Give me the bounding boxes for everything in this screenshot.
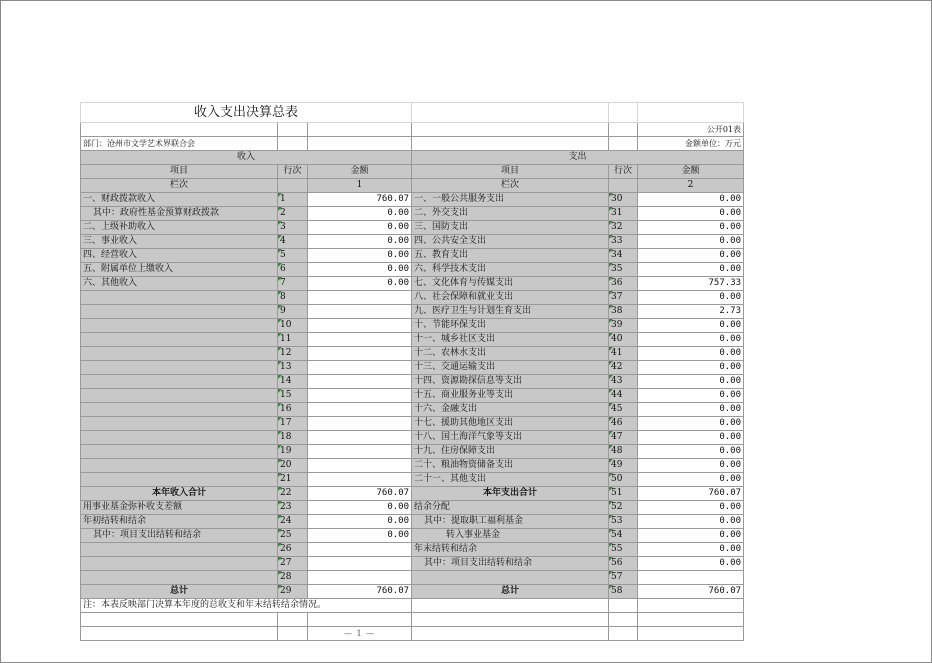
income-amount: 0.00 (308, 235, 412, 249)
expense-line-no: 42 (609, 361, 638, 375)
income-line-no: 26 (278, 543, 308, 557)
income-amount (308, 473, 412, 487)
expense-amount: 0.00 (638, 221, 744, 235)
income-item: 其中：项目支出结转和结余 (81, 529, 278, 543)
income-item (81, 389, 278, 403)
expense-line-no: 46 (609, 417, 638, 431)
report-sheet (80, 102, 743, 641)
income-line-no: 14 (278, 375, 308, 389)
table-row (81, 333, 744, 347)
table-row (81, 305, 744, 319)
expense-line-no: 47 (609, 431, 638, 445)
expense-item: 三、国防支出 (412, 221, 609, 235)
expense-amount-header: 金额 (638, 165, 744, 179)
income-amount: 0.00 (308, 249, 412, 263)
income-item (81, 557, 278, 571)
expense-amount: 0.00 (638, 459, 744, 473)
expense-item: 十五、商业服务业等支出 (412, 389, 609, 403)
income-line-no: 20 (278, 459, 308, 473)
expense-line-no: 38 (609, 305, 638, 319)
income-amount-header: 金额 (308, 165, 412, 179)
expense-grand-total-label: 总计 (412, 585, 609, 599)
income-item: 用事业基金弥补收支差额 (81, 501, 278, 515)
expense-line-no: 43 (609, 375, 638, 389)
income-line-no: 6 (278, 263, 308, 277)
expense-total-line: 51 (609, 487, 638, 501)
income-line-no: 17 (278, 417, 308, 431)
income-amount (308, 305, 412, 319)
expense-amount: 0.00 (638, 193, 744, 207)
income-item (81, 459, 278, 473)
expense-item-header: 项目 (412, 165, 609, 179)
expense-amount: 2.73 (638, 305, 744, 319)
income-amount (308, 543, 412, 557)
expense-amount: 0.00 (638, 473, 744, 487)
income-line-no: 24 (278, 515, 308, 529)
expense-grand-total-line: 58 (609, 585, 638, 599)
expense-amount: 0.00 (638, 445, 744, 459)
income-line-no: 4 (278, 235, 308, 249)
income-item (81, 333, 278, 347)
form-code: 公开01表 (638, 123, 744, 137)
income-item (81, 403, 278, 417)
expense-line-no: 52 (609, 501, 638, 515)
expense-item: 十一、城乡社区支出 (412, 333, 609, 347)
income-item (81, 571, 278, 585)
expense-item: 二十一、其他支出 (412, 473, 609, 487)
income-item: 六、其他收入 (81, 277, 278, 291)
income-item: 二、上级补助收入 (81, 221, 278, 235)
income-item: 年初结转和结余 (81, 515, 278, 529)
expense-item: 十六、金融支出 (412, 403, 609, 417)
income-amount: 0.00 (308, 515, 412, 529)
income-line-no: 12 (278, 347, 308, 361)
income-amount (308, 291, 412, 305)
expense-amount: 757.33 (638, 277, 744, 291)
income-amount (308, 417, 412, 431)
expense-line-no: 37 (609, 291, 638, 305)
income-item: 四、经营收入 (81, 249, 278, 263)
table-row (81, 291, 744, 305)
income-item: 三、事业收入 (81, 235, 278, 249)
expense-line-no: 44 (609, 389, 638, 403)
expense-item: 九、医疗卫生与计划生育支出 (412, 305, 609, 319)
expense-item: 六、科学技术支出 (412, 263, 609, 277)
expense-line-no: 39 (609, 319, 638, 333)
income-line-no: 10 (278, 319, 308, 333)
income-line-no: 13 (278, 361, 308, 375)
expense-line-no: 45 (609, 403, 638, 417)
expense-item: 结余分配 (412, 501, 609, 515)
income-line-no: 11 (278, 333, 308, 347)
expense-line-header: 行次 (609, 165, 638, 179)
income-line-no: 16 (278, 403, 308, 417)
income-amount (308, 571, 412, 585)
expense-amount: 0.00 (638, 235, 744, 249)
income-line-no: 8 (278, 291, 308, 305)
expense-item: 五、教育支出 (412, 249, 609, 263)
expense-item: 一、一般公共服务支出 (412, 193, 609, 207)
income-amount (308, 431, 412, 445)
income-item (81, 473, 278, 487)
expense-item: 其中：项目支出结转和结余 (412, 557, 609, 571)
income-line-no: 28 (278, 571, 308, 585)
table-row (81, 375, 744, 389)
expense-item: 转入事业基金 (412, 529, 609, 543)
expense-line-no: 41 (609, 347, 638, 361)
income-amount (308, 557, 412, 571)
income-item-header: 项目 (81, 165, 278, 179)
income-item (81, 417, 278, 431)
income-item: 一、财政拨款收入 (81, 193, 278, 207)
expense-amount: 0.00 (638, 347, 744, 361)
expense-amount: 0.00 (638, 543, 744, 557)
income-amount: 0.00 (308, 263, 412, 277)
table-row (81, 221, 744, 235)
expense-amount: 0.00 (638, 529, 744, 543)
expense-amount: 0.00 (638, 291, 744, 305)
income-header: 收入 (81, 151, 412, 165)
expense-amount (638, 571, 744, 585)
income-amount: 0.00 (308, 501, 412, 515)
table-row (81, 403, 744, 417)
expense-header: 支出 (412, 151, 744, 165)
table-row (81, 543, 744, 557)
expense-line-no: 48 (609, 445, 638, 459)
expense-amount: 0.00 (638, 333, 744, 347)
expense-amount: 0.00 (638, 501, 744, 515)
table-row (81, 277, 744, 291)
expense-line-no: 57 (609, 571, 638, 585)
expense-amount: 0.00 (638, 417, 744, 431)
table-row (81, 249, 744, 263)
income-item: 其中：政府性基金预算财政拨款 (81, 207, 278, 221)
expense-line-no: 30 (609, 193, 638, 207)
table-row (81, 361, 744, 375)
expense-amount: 0.00 (638, 361, 744, 375)
income-expense-table (80, 102, 744, 641)
table-row (81, 235, 744, 249)
expense-amount: 0.00 (638, 249, 744, 263)
income-amount (308, 347, 412, 361)
income-line-no: 19 (278, 445, 308, 459)
income-item: 五、附属单位上缴收入 (81, 263, 278, 277)
income-item (81, 431, 278, 445)
table-row (81, 319, 744, 333)
income-line-no: 5 (278, 249, 308, 263)
income-amount: 0.00 (308, 529, 412, 543)
table-row (81, 571, 744, 585)
table-row (81, 431, 744, 445)
income-amount (308, 319, 412, 333)
income-index-number: 1 (308, 179, 412, 193)
income-item (81, 361, 278, 375)
amount-unit: 金额单位：万元 (638, 137, 744, 151)
expense-item: 四、公共安全支出 (412, 235, 609, 249)
income-line-no: 27 (278, 557, 308, 571)
table-row (81, 207, 744, 221)
income-amount (308, 375, 412, 389)
income-line-no: 21 (278, 473, 308, 487)
income-amount (308, 403, 412, 417)
income-item (81, 347, 278, 361)
expense-line-no: 32 (609, 221, 638, 235)
income-grand-total-label: 总计 (81, 585, 278, 599)
expense-item: 十、节能环保支出 (412, 319, 609, 333)
table-row (81, 445, 744, 459)
expense-line-no: 50 (609, 473, 638, 487)
expense-amount: 0.00 (638, 319, 744, 333)
expense-item: 八、社会保障和就业支出 (412, 291, 609, 305)
income-index-label: 栏次 (81, 179, 278, 193)
expense-item: 二十、粮油物资储备支出 (412, 459, 609, 473)
expense-line-no: 40 (609, 333, 638, 347)
expense-item: 十八、国土海洋气象等支出 (412, 431, 609, 445)
expense-index-label: 栏次 (412, 179, 609, 193)
expense-line-no: 55 (609, 543, 638, 557)
expense-amount: 0.00 (638, 375, 744, 389)
income-grand-total-amount: 760.07 (308, 585, 412, 599)
department-label: 部门：沧州市文学艺术界联合会 (81, 137, 278, 151)
expense-index-number: 2 (638, 179, 744, 193)
table-row (81, 347, 744, 361)
income-line-no: 18 (278, 431, 308, 445)
expense-line-no: 53 (609, 515, 638, 529)
table-row (81, 389, 744, 403)
income-amount (308, 445, 412, 459)
expense-line-no: 36 (609, 277, 638, 291)
expense-grand-total-amount: 760.07 (638, 585, 744, 599)
income-grand-total-line: 29 (278, 585, 308, 599)
expense-item: 十七、援助其他地区支出 (412, 417, 609, 431)
income-line-no: 23 (278, 501, 308, 515)
income-line-header: 行次 (278, 165, 308, 179)
expense-amount: 0.00 (638, 389, 744, 403)
income-item (81, 291, 278, 305)
income-amount (308, 459, 412, 473)
page-number: — 1 — (308, 627, 412, 641)
expense-item: 十二、农林水支出 (412, 347, 609, 361)
income-line-no: 2 (278, 207, 308, 221)
income-amount: 0.00 (308, 221, 412, 235)
expense-item: 二、外交支出 (412, 207, 609, 221)
income-item (81, 319, 278, 333)
expense-item: 年末结转和结余 (412, 543, 609, 557)
page-title: 收入支出决算总表 (81, 103, 412, 123)
expense-amount: 0.00 (638, 263, 744, 277)
table-row (81, 473, 744, 487)
income-amount: 760.07 (308, 193, 412, 207)
income-line-no: 3 (278, 221, 308, 235)
expense-amount: 0.00 (638, 557, 744, 571)
expense-item: 其中：提取职工福利基金 (412, 515, 609, 529)
table-row (81, 459, 744, 473)
income-item (81, 305, 278, 319)
expense-item: 十四、资源勘探信息等支出 (412, 375, 609, 389)
expense-amount: 0.00 (638, 515, 744, 529)
expense-line-no: 31 (609, 207, 638, 221)
expense-line-no: 56 (609, 557, 638, 571)
note-text: 注：本表反映部门决算本年度的总收支和年末结转结余情况。 (81, 599, 412, 613)
income-item (81, 543, 278, 557)
income-total-label: 本年收入合计 (81, 487, 278, 501)
expense-line-no: 49 (609, 459, 638, 473)
table-row (81, 417, 744, 431)
expense-line-no: 54 (609, 529, 638, 543)
income-amount (308, 333, 412, 347)
table-row (81, 515, 744, 529)
expense-line-no: 35 (609, 263, 638, 277)
table-row (81, 263, 744, 277)
income-line-no: 1 (278, 193, 308, 207)
expense-item: 十三、交通运输支出 (412, 361, 609, 375)
income-line-no: 7 (278, 277, 308, 291)
expense-line-no: 34 (609, 249, 638, 263)
income-amount: 0.00 (308, 207, 412, 221)
income-amount (308, 389, 412, 403)
table-row (81, 193, 744, 207)
expense-item: 十九、住房保障支出 (412, 445, 609, 459)
expense-item (412, 571, 609, 585)
income-line-no: 25 (278, 529, 308, 543)
income-total-amount: 760.07 (308, 487, 412, 501)
income-line-no: 15 (278, 389, 308, 403)
expense-item: 七、文化体育与传媒支出 (412, 277, 609, 291)
income-item (81, 375, 278, 389)
income-amount: 0.00 (308, 277, 412, 291)
table-row (81, 529, 744, 543)
expense-line-no: 33 (609, 235, 638, 249)
expense-amount: 0.00 (638, 207, 744, 221)
table-row (81, 557, 744, 571)
income-amount (308, 361, 412, 375)
income-line-no: 9 (278, 305, 308, 319)
income-total-line: 22 (278, 487, 308, 501)
expense-total-amount: 760.07 (638, 487, 744, 501)
table-row (81, 501, 744, 515)
expense-total-label: 本年支出合计 (412, 487, 609, 501)
income-item (81, 445, 278, 459)
expense-amount: 0.00 (638, 431, 744, 445)
expense-amount: 0.00 (638, 403, 744, 417)
